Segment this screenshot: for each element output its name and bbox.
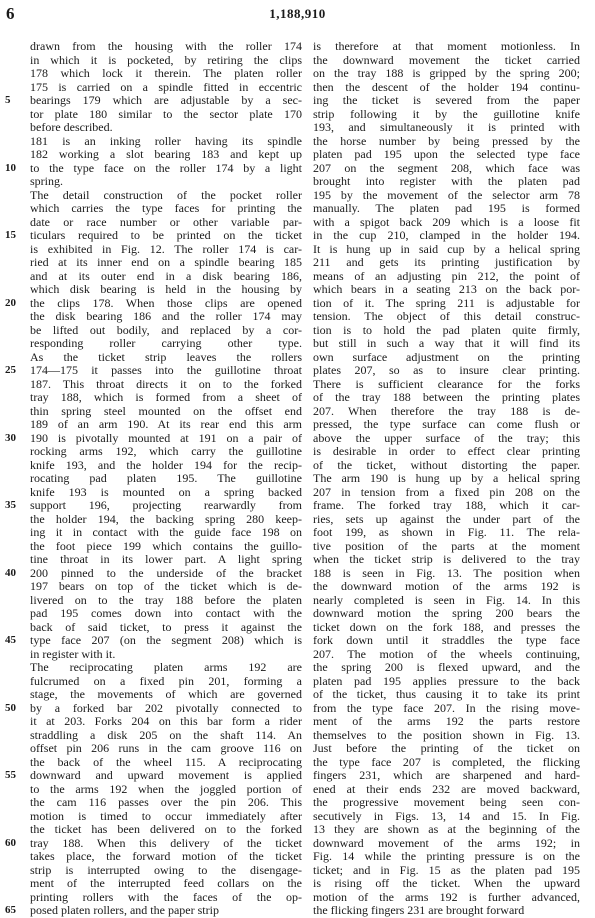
text-line: tension. The object of this detail construc- (313, 310, 580, 323)
text-line: own surface adjustment on the printing (313, 350, 580, 364)
text-line: ened at their ends 232 are moved backward, (313, 782, 580, 796)
text-line: the cam 116 passes over the pin 206. This (30, 796, 302, 809)
text-line: knife 193, and the holder 194 for the recip- (30, 458, 302, 472)
text-line: means of an adjusting pin 212, the point of (313, 269, 580, 283)
text-line: frame. The forked tray 188, which it car- (313, 499, 580, 512)
line-number: 20 (5, 296, 16, 309)
text-line: 175 is carried on a spindle fitted in eccentric (30, 80, 302, 94)
text-line: takes place, the forward motion of the ticket (30, 850, 302, 863)
text-line: 188 is seen in Fig. 13. The position when (313, 566, 580, 580)
line-number: 65 (5, 904, 16, 916)
text-line: livered on to the tray 188 before the platen (30, 593, 302, 607)
text-line: themselves to the position shown in Fig. 13. (313, 728, 580, 742)
text-line: 197 bears on top of the ticket which is de- (30, 580, 302, 593)
text-line: before described. (30, 121, 113, 134)
text-line: it at 203. Forks 204 on this bar form a rider (30, 715, 302, 728)
line-number: 30 (5, 431, 16, 444)
text-line: 193, and simultaneously it is printed with (313, 121, 580, 134)
text-line: platen pad 195 applies pressure to the back (313, 674, 580, 688)
text-line: straddling a disk 205 on the shaft 114. An (30, 728, 302, 742)
text-line: 189 of an arm 190. At its rear end this arm (30, 418, 302, 431)
text-line: Fig. 14 while the printing pressure is on the (313, 850, 580, 863)
text-line: to the type face on the roller 174 by a light (30, 161, 302, 175)
text-line: ment of the interrupted feed collars on the (30, 877, 302, 890)
text-line: which disk bearing is held in the housing by (30, 283, 302, 296)
text-line: with a spigot back 209 which is a loose fit (313, 215, 580, 229)
text-line: the spring 200 is flexed upward, and the (313, 661, 580, 674)
line-number: 15 (5, 229, 16, 241)
text-line: 207. When therefore the tray 188 is de- (313, 404, 580, 418)
text-line: in the cup 210, clamped in the holder 194. (313, 229, 580, 242)
text-line: pressed, the type surface can come flush or (313, 418, 580, 431)
text-line: tive position of the parts at the moment (313, 539, 580, 553)
text-line: ticulars required to be printed on the ticket (30, 229, 302, 242)
text-line: Just before the printing of the ticket on (313, 742, 580, 755)
text-line: 207 in tension from a fixed pin 208 on the (313, 485, 580, 499)
text-line: plates 207, so as to insure clear printing. (313, 364, 580, 377)
text-line: be lifted out bodily, and replaced by a cor- (30, 323, 302, 337)
text-line: but still in such a way that it will find its (313, 337, 580, 350)
text-line: 13 they are shown as at the beginning of the (313, 823, 580, 836)
text-line: spring. (30, 175, 63, 188)
text-line: posed platen rollers, and the paper strip (30, 904, 219, 917)
left-column (30, 40, 302, 918)
text-line: There is sufficient clearance for the forks (313, 377, 580, 391)
text-line: 211 and gets its printing justification by (313, 256, 580, 269)
text-line: is exhibited in Fig. 12. The roller 174 is car- (30, 242, 302, 256)
text-line: secutively in Figs. 13, 14 and 15. In Fig. (313, 809, 580, 823)
text-line: fork down until it straddles the type face (313, 634, 580, 647)
patent-number: 1,188,910 (269, 6, 326, 21)
text-line: As the ticket strip leaves the rollers (30, 350, 302, 364)
line-number: 55 (5, 769, 16, 781)
text-line: ing it in contact with the guide face 198 on (30, 526, 302, 539)
text-line: of the ticket, thus causing it to take its print (313, 688, 580, 701)
text-line: motion is timed to occur immediately after (30, 809, 302, 823)
text-line: ment of the arms 192 the parts restore (313, 715, 580, 728)
text-line: 187. This throat directs it on to the forked (30, 377, 302, 391)
line-number: 10 (5, 161, 16, 174)
text-line: knife 193 is mounted on a spring backed (30, 485, 302, 499)
text-line: the flicking fingers 231 are brought forward (313, 904, 525, 917)
text-line: type face 207 (on the segment 208) which is (30, 634, 302, 647)
text-line: pad 195 comes down into contact with the (30, 607, 302, 620)
text-line: 181 is an inking roller having its spindle (30, 134, 302, 148)
text-line: back of said ticket, to press it against the (30, 620, 302, 634)
text-line: is desirable in order to effect clear printing (313, 445, 580, 458)
text-line: 174—175 it passes into the guillotine throat (30, 364, 302, 377)
text-line: by a forked bar 202 pivotally connected to (30, 701, 302, 715)
text-line: rocating pad platen 195. The guillotine (30, 472, 302, 485)
text-line: in register with it. (30, 647, 116, 661)
text-line: nearly completed is seen in Fig. 14. In this (313, 593, 580, 607)
right-column (313, 40, 580, 918)
text-line: 178 which lock it therein. The platen roller (30, 67, 302, 80)
text-line: the horse number by being pressed by the (313, 134, 580, 148)
line-number: 45 (5, 634, 16, 646)
text-line: downward motion the spring 200 bears the (313, 607, 580, 620)
text-line: the clips 178. When those clips are opened (30, 296, 302, 310)
text-line: tion is to hold the pad platen quite firmly, (313, 323, 580, 337)
text-line: manually. The platen pad 195 is formed (313, 202, 580, 215)
text-line: 190 is pivotally mounted at 191 on a pair of (30, 431, 302, 445)
text-line: 195 by the movement of the selector arm 78 (313, 188, 580, 202)
text-line: then the descent of the holder 194 continu- (313, 80, 580, 94)
line-number: 35 (5, 499, 16, 511)
text-line: support 196, projecting rearwardly from (30, 499, 302, 512)
text-line: downward and upward movement is applied (30, 769, 302, 782)
text-line: fulcrumed on a fixed pin 201, forming a (30, 674, 302, 688)
text-line: which carries the type faces for printing the (30, 202, 302, 215)
text-line: the disk bearing 186 and the roller 174 may (30, 310, 302, 323)
text-line: The reciprocating platen arms 192 are (30, 661, 302, 674)
text-line: the back of the wheel 115. A reciprocating (30, 755, 302, 769)
text-line: ing the ticket is severed from the paper (313, 94, 580, 107)
text-line: date or race number or other variable par- (30, 215, 302, 229)
text-line: is therefore at that moment motionless. In (313, 40, 580, 53)
text-line: on the tray 188 is gripped by the spring 200; (313, 67, 580, 80)
text-line: 207 on the segment 208, which face was (313, 161, 580, 175)
text-line: to the arms 192 when the joggled portion of (30, 782, 302, 796)
text-line: the holder 194, the backing spring 280 keep- (30, 512, 302, 526)
text-line: foot 199, as shown in Fig. 11. The rela- (313, 526, 580, 539)
text-line: 200 pinned to the underside of the bracket (30, 566, 302, 580)
text-line: and at its outer end in a disk bearing 186, (30, 269, 302, 283)
text-line: the downward movement the ticket carried (313, 53, 580, 67)
text-line: in which it is pocketed, by retiring the clips (30, 53, 302, 67)
text-line: which bears in a seating 213 on the back por- (313, 283, 580, 296)
text-line: when the ticket strip is delivered to the tray (313, 553, 580, 566)
text-line: is rising off the ticket. When the upward (313, 877, 580, 890)
text-line: of the tray 188 between the printing plates (313, 391, 580, 404)
text-line: the type face 207 is completed, the flicking (313, 755, 580, 769)
page-number: 6 (6, 4, 15, 23)
text-line: tine throat in its lower part. A light spring (30, 553, 302, 566)
text-line: fingers 231, which are sharpened and hard- (313, 769, 580, 782)
text-line: the ticket has been delivered on to the forked (30, 823, 302, 836)
line-number: 25 (5, 364, 16, 376)
text-line: tray 188. When this delivery of the ticket (30, 836, 302, 850)
text-line: tor plate 180 similar to the sector plate 170 (30, 107, 302, 121)
line-number: 40 (5, 566, 16, 579)
text-line: ticket; and in Fig. 15 as the platen pad 195 (313, 863, 580, 877)
text-line: strip following it by the guillotine knife (313, 107, 580, 121)
text-line: 182 working a slot bearing 183 and kept up (30, 148, 302, 161)
text-line: from the type face 207. In the rising move- (313, 701, 580, 715)
text-line: stage, the movements of which are governed (30, 688, 302, 701)
line-number: 60 (5, 836, 16, 849)
text-line: The detail construction of the pocket roller (30, 188, 302, 202)
text-line: the foot piece 199 which contains the guillo- (30, 539, 302, 553)
text-line: drawn from the housing with the roller 174 (30, 40, 302, 53)
text-line: brought into register with the platen pad (313, 175, 580, 188)
text-line: ried at its inner end on a spindle bearing 185 (30, 256, 302, 269)
line-number: 5 (5, 94, 11, 106)
text-line: bearings 179 which are adjustable by a sec- (30, 94, 302, 107)
text-line: platen pad 195 upon the selected type face (313, 148, 580, 161)
text-line: rocking arms 192, which carry the guillotine (30, 445, 302, 458)
text-line: the progressive movement being seen con- (313, 796, 580, 809)
text-line: strip is interrupted owing to the disengage- (30, 863, 302, 877)
line-number: 50 (5, 701, 16, 714)
text-line: thin spring steel mounted on the offset end (30, 404, 302, 418)
text-line: responding roller carrying other type. (30, 337, 302, 350)
text-line: above the upper surface of the tray; this (313, 431, 580, 445)
text-line: 207. The motion of the wheels continuing, (313, 647, 580, 661)
text-line: printing rollers with the faces of the op- (30, 890, 302, 904)
text-line: of the ticket, without distorting the paper. (313, 458, 580, 472)
text-line: The arm 190 is hung up by a helical spring (313, 472, 580, 485)
text-line: tray 188, which is formed from a sheet of (30, 391, 302, 404)
text-line: ticket down on the fork 188, and presses the (313, 620, 580, 634)
text-line: It is hung up in said cup by a helical spring (313, 242, 580, 256)
text-line: motion of the arms 192 is further advanced, (313, 890, 580, 904)
page-header (0, 4, 595, 26)
text-line: the downward motion of the arms 192 is (313, 580, 580, 593)
text-line: tion of it. The spring 211 is adjustable for (313, 296, 580, 310)
text-line: downward movement of the arms 192; in (313, 836, 580, 850)
text-line: offset pin 206 runs in the cam groove 116 on (30, 742, 302, 755)
text-line: ries, sets up against the under part of the (313, 512, 580, 526)
